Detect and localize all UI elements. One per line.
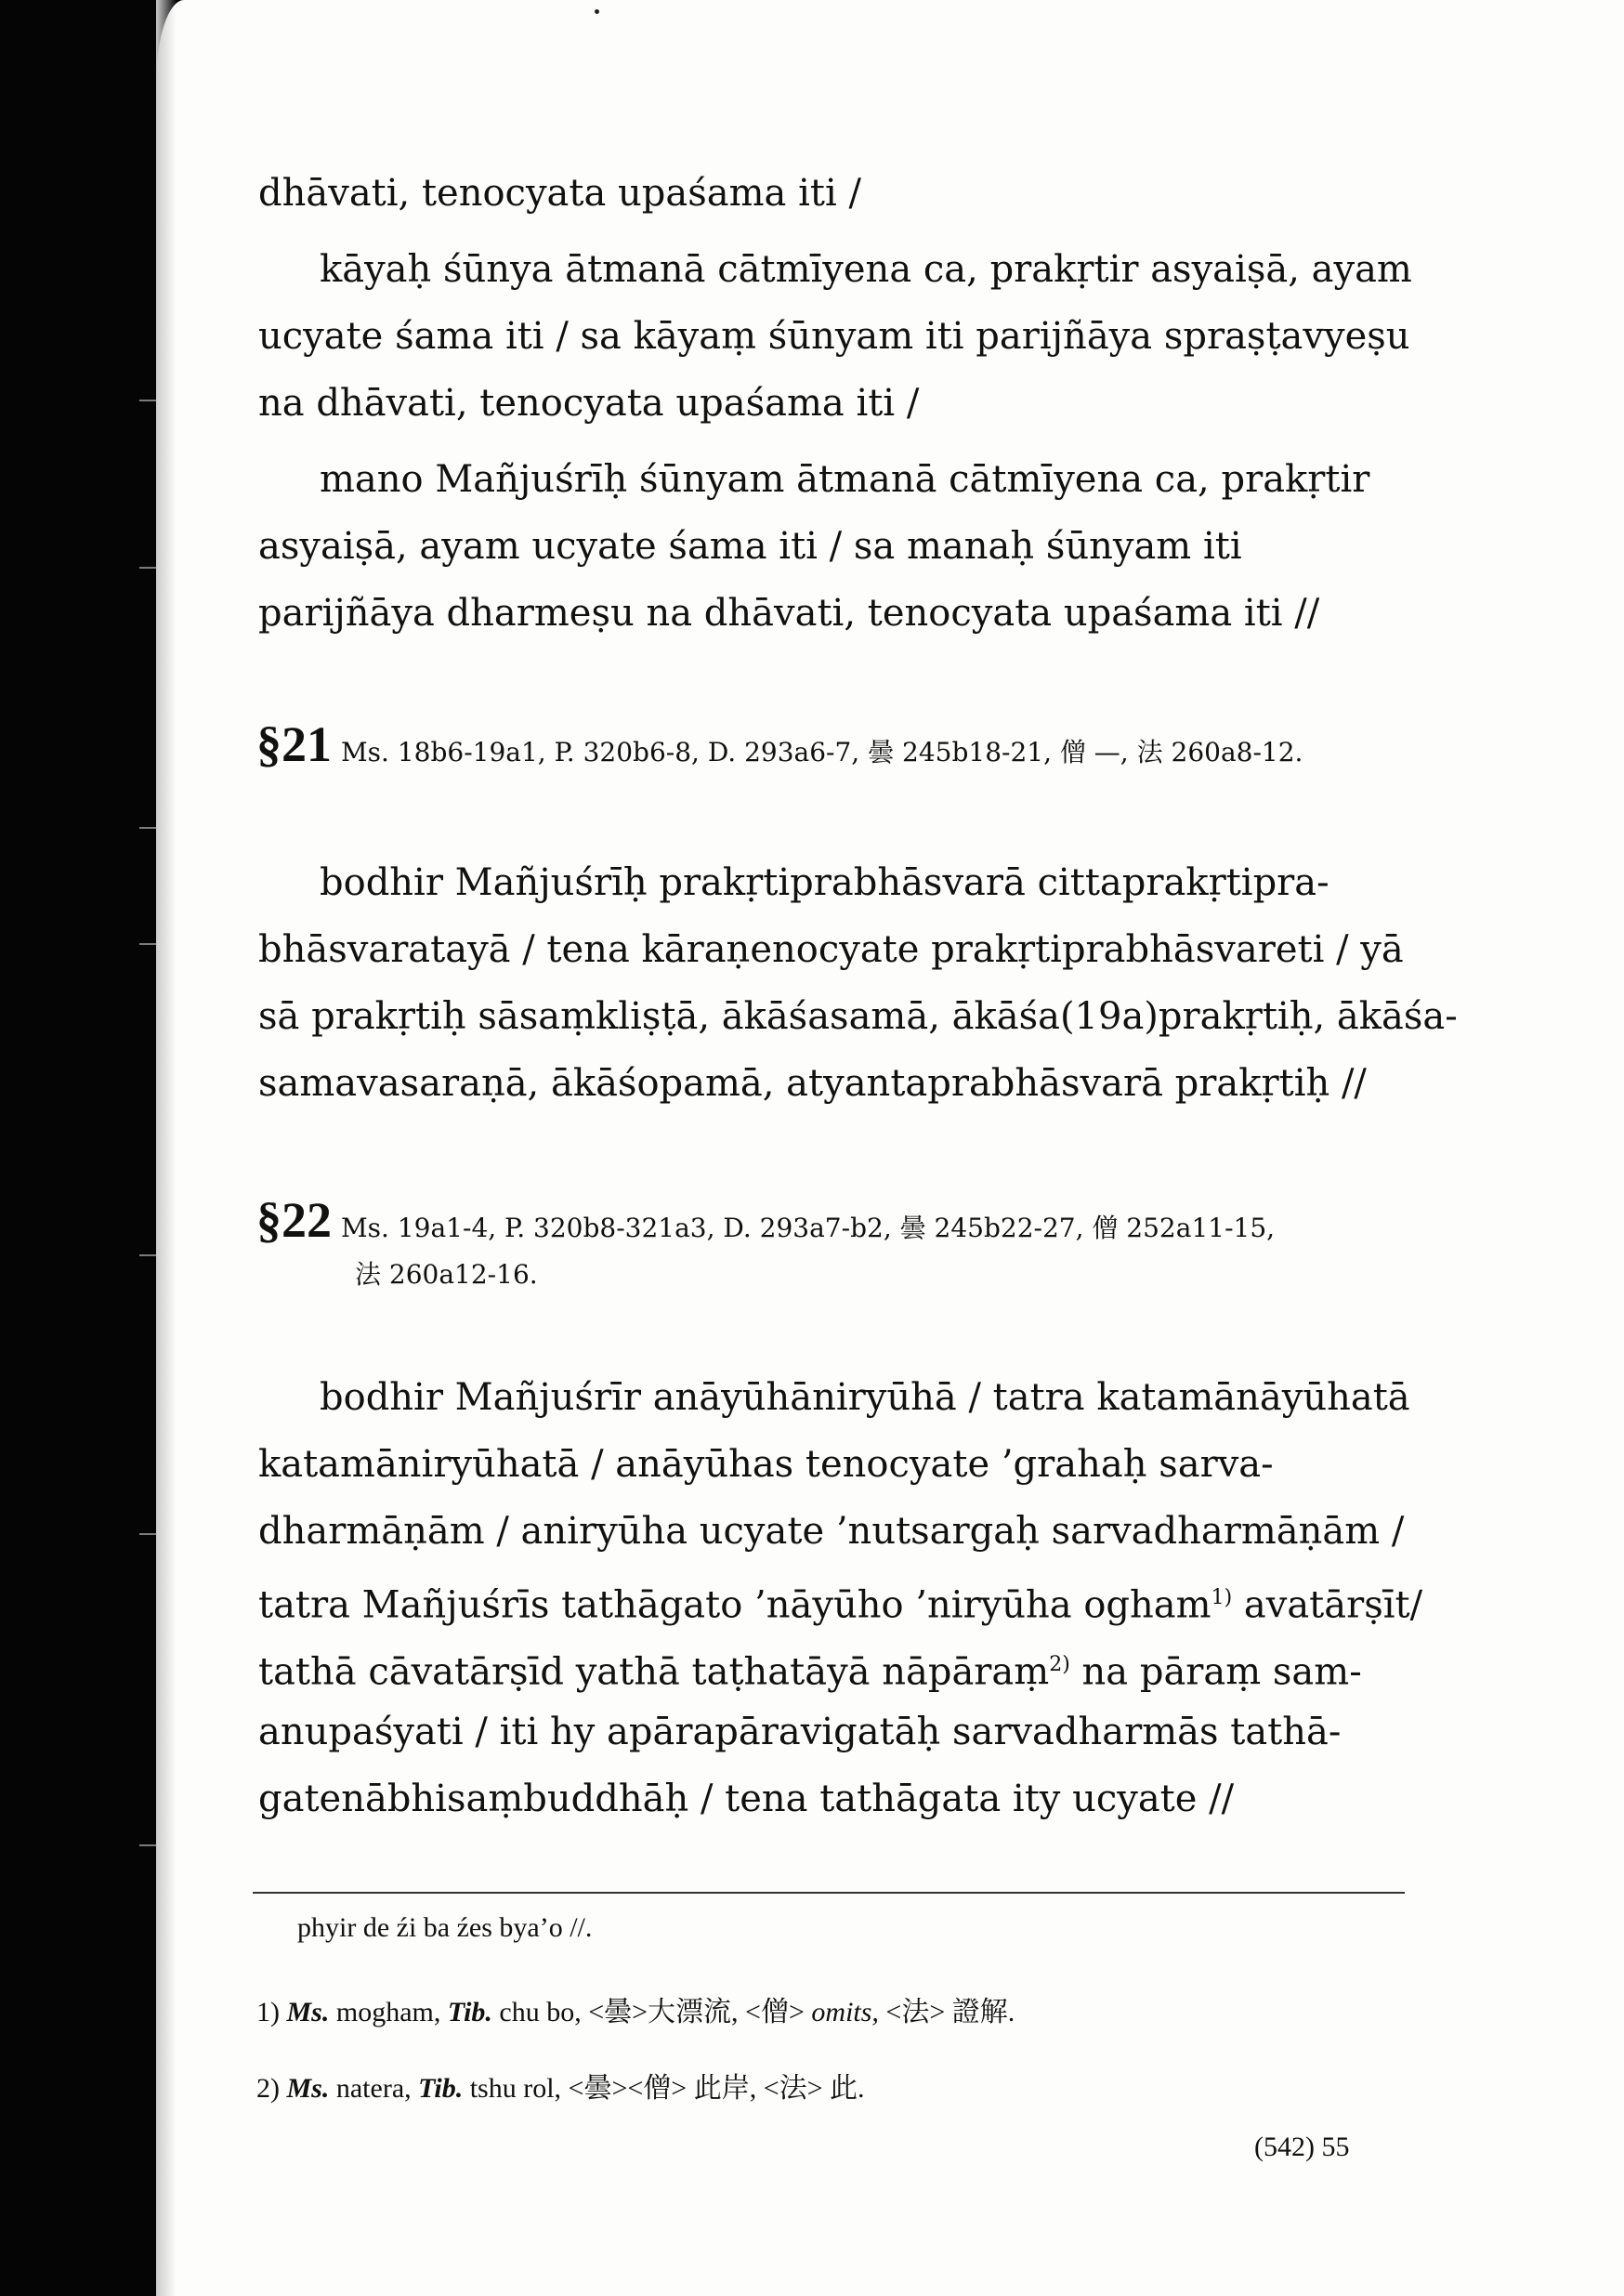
text-fragment: Ms. [286, 2073, 330, 2104]
text-fragment: <法> 證解. [885, 1997, 1015, 2027]
footnote-number: 1) [256, 1997, 280, 2027]
text-line: dhāvati, tenocyata upaśama iti / [258, 172, 861, 215]
text-line: ucyate śama iti / sa kāyaṃ śūnyam iti parijñāya spraṣṭavyeṣu [258, 315, 1410, 358]
tibetan-continuation: phyir de źi ba źes bya’o //. [297, 1912, 593, 1943]
section-sources: Ms. 18b6-19a1, P. 320b6-8, D. 293a6-7, 曇 245b18-21, 僧 —, 法 260a8-12. [341, 737, 1303, 768]
text-line: bodhir Mañjuśrīr anāyūhāniryūhā / tatra katamānāyūhatā [320, 1376, 1410, 1419]
text-line: parijñāya dharmeṣu na dhāvati, tenocyata upaśama iti // [258, 592, 1320, 635]
text-line: samavasaraṇā, ākāśopamā, atyantaprabhāsvarā prakṛtiḥ // [258, 1062, 1367, 1105]
text-line [258, 1632, 1410, 1699]
section-number: §21 [256, 716, 332, 772]
text-line: sā prakṛtiḥ sāsaṃkliṣṭā, ākāśasamā, ākāśa(19a)prakṛtiḥ, ākāśa- [258, 995, 1458, 1038]
text-fragment: Tib. [447, 1997, 492, 2027]
footnote-ref-2: 2) [1049, 1653, 1070, 1676]
text-line: anupaśyati / iti hy apārapāravigatāḥ sarvadharmās tathā- [258, 1711, 1342, 1753]
text-line: asyaiṣā, ayam ucyate śama iti / sa manaḥ śūnyam iti [258, 525, 1242, 568]
text-line: bodhir Mañjuśrīḥ prakṛtiprabhāsvarā cittaprakṛtipra- [320, 861, 1329, 904]
text-fragment: avatārṣīt/ [1243, 1583, 1423, 1627]
paragraph-5 [258, 1364, 1423, 1832]
section-number: §22 [256, 1192, 332, 1248]
text-fragment: tathā cāvatārṣīd yathā taṭhatāyā nāpāraṃ [258, 1650, 1050, 1694]
text-line: na dhāvati, tenocyata upaśama iti / [258, 382, 920, 425]
paragraph-3 [258, 446, 1410, 647]
footnote-2 [256, 2065, 865, 2106]
section-22-heading [256, 1191, 1275, 1292]
text-fragment: Tib. [418, 2073, 464, 2104]
text-fragment: mogham, [335, 1997, 441, 2027]
scan-speck [595, 9, 599, 14]
footnote-divider [253, 1892, 1405, 1894]
section-21-heading [256, 715, 1303, 773]
text-line: dharmāṇām / aniryūha ucyate ’nutsargaḥ sarvadharmāṇām / [258, 1510, 1405, 1553]
text-fragment: natera, [335, 2073, 412, 2104]
text-line: gatenābhisaṃbuddhāḥ / tena tathāgata ity ucyate // [258, 1778, 1235, 1820]
text-fragment: omits, [811, 1997, 879, 2027]
text-fragment: tshu rol, <曇><僧> 此岸, <法> 此. [469, 2073, 865, 2104]
text-fragment: tatra Mañjuśrīs tathāgato ’nāyūho ’niryūha ogham [258, 1583, 1211, 1627]
text-line: bhāsvaratayā / tena kāraṇenocyate prakṛtiprabhāsvareti / yā [258, 928, 1404, 971]
text-line [258, 1565, 1423, 1632]
page-edge-shadow [156, 0, 177, 2296]
text-line: katamāniryūhatā / anāyūhas tenocyate ’grahaḥ sarva- [258, 1443, 1274, 1486]
paragraph-4 [258, 849, 1458, 1117]
section-sources-continued: 法 260a12-16. [355, 1259, 538, 1290]
section-sources: Ms. 19a1-4, P. 320b8-321a3, D. 293a7-b2, 曇 245b22-27, 僧 252a11-15, [341, 1213, 1276, 1243]
text-fragment: chu bo, <曇>大漂流, <僧> [499, 1997, 805, 2027]
footnote-ref-1: 1) [1211, 1586, 1233, 1609]
text-fragment: na pāraṃ sam- [1081, 1650, 1362, 1694]
paragraph-1 [258, 160, 1410, 227]
footnote-number: 2) [256, 2073, 280, 2104]
text-line: kāyaḥ śūnya ātmanā cātmīyena ca, prakṛtir asyaiṣā, ayam [320, 248, 1412, 291]
scan-dark-margin [0, 0, 177, 2296]
text-fragment: Ms. [286, 1997, 330, 2027]
paragraph-2 [258, 236, 1410, 437]
page-number: (542) 55 [1254, 2132, 1350, 2162]
text-line: mano Mañjuśrīḥ śūnyam ātmanā cātmīyena ca, prakṛtir [320, 458, 1370, 501]
footnote-1 [256, 1988, 1015, 2029]
